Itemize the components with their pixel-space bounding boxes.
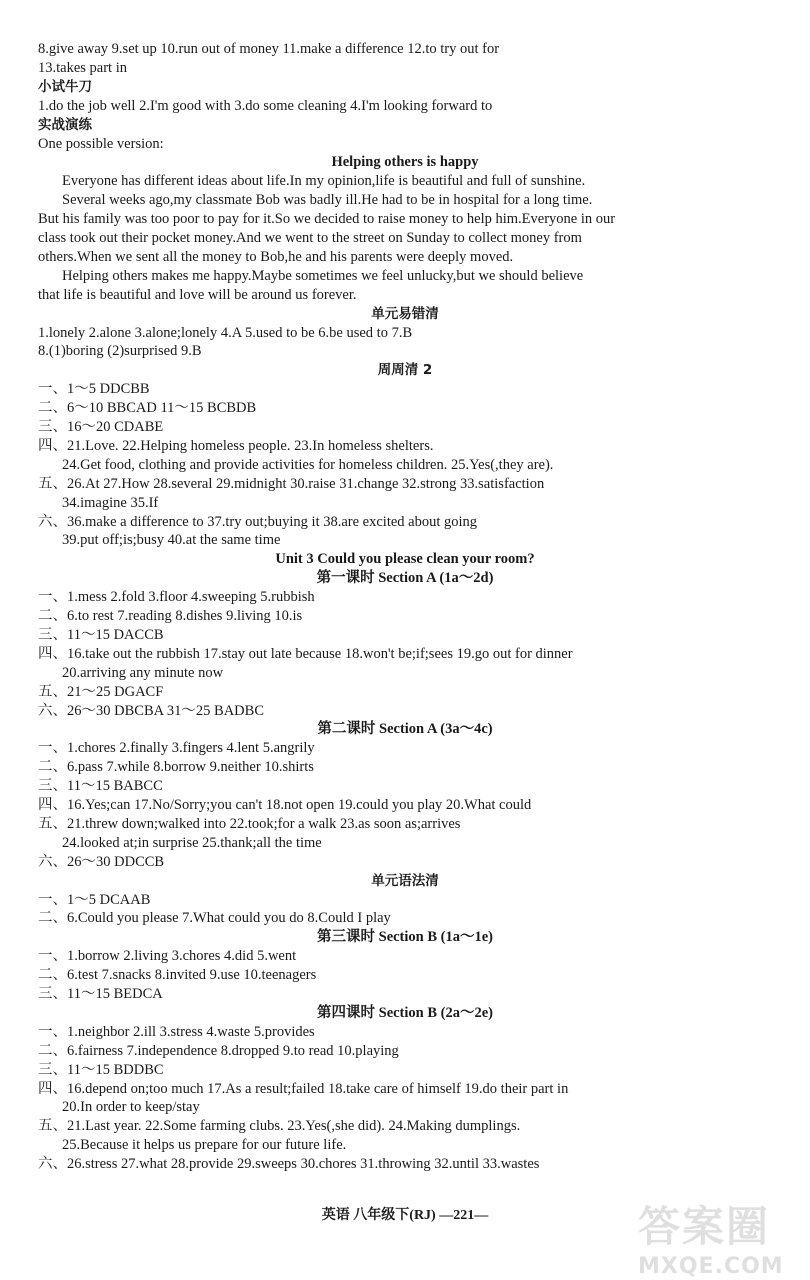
text-line: 小试牛刀 (38, 78, 92, 95)
text-line: 一、1～5 DDCBB (38, 381, 150, 398)
text-line: that life is beautiful and love will be around us forever. (38, 286, 357, 303)
text-line: 一、1.neighbor 2.ill 3.stress 4.waste 5.provides (38, 1023, 315, 1040)
text-line: 四、16.depend on;too much 17.As a result;failed 18.take care of himself 19.do their part in (38, 1080, 569, 1097)
text-line: 一、1.borrow 2.living 3.chores 4.did 5.went (38, 948, 297, 965)
text-line: 三、11～15 DACCB (38, 626, 164, 643)
watermark-text-cn: 答案圈 (638, 1202, 771, 1251)
text-line: 20.In order to keep/stay (62, 1099, 200, 1116)
text-line: 24.looked at;in surprise 25.thank;all the time (62, 834, 322, 851)
text-line: 一、1.mess 2.fold 3.floor 4.sweeping 5.rubbish (38, 589, 315, 606)
text-line: 六、26～30 DBCBA 31～25 BADBC (38, 702, 264, 719)
text-line: 六、26.stress 27.what 28.provide 29.sweeps 30.chores 31.throwing 32.until 33.wastes (38, 1156, 540, 1173)
text-line: 五、21.threw down;walked into 22.took;for a walk 23.as soon as;arrives (38, 815, 461, 832)
text-line: 39.put off;is;busy 40.at the same time (62, 532, 281, 549)
text-line: 三、16～20 CDABE (38, 419, 164, 435)
text-line: 三、11～15 BABCC (38, 778, 163, 795)
text-line: 二、6.fairness 7.independence 8.dropped 9.to read 10.playing (38, 1042, 399, 1059)
text-line: 13.takes part in (38, 59, 127, 76)
text-line: 一、1.chores 2.finally 3.fingers 4.lent 5.angrily (38, 740, 315, 757)
text-line: 二、6.pass 7.while 8.borrow 9.neither 10.shirts (38, 759, 314, 776)
watermark-logo (638, 1194, 788, 1279)
text-line: Helping others is happy (331, 154, 479, 171)
text-line: 四、16.take out the rubbish 17.stay out late because 18.won't be;if;sees 19.go out for dinner (38, 645, 573, 662)
text-line: 五、21～25 DGACF (38, 683, 164, 700)
text-line: 8.give away 9.set up 10.run out of money 11.make a difference 12.to try out for (38, 41, 500, 57)
text-line: 单元易错清 (371, 305, 439, 322)
text-line: 25.Because it helps us prepare for our future life. (62, 1137, 347, 1154)
text-line: Helping others makes me happy.Maybe sometimes we feel unlucky,but we should believe (62, 267, 584, 284)
text-line: 三、11～15 BEDCA (38, 986, 163, 1002)
page-footer: 英语 八年级下(RJ) —221— (321, 1208, 489, 1223)
text-line: 三、11～15 BDDBC (38, 1061, 164, 1078)
text-line: Several weeks ago,my classmate Bob was badly ill.He had to be in hospital for a long time. (62, 192, 593, 209)
text-line: 单元语法清 (371, 872, 439, 889)
text-line: 第二课时 Section A (3a～4c) (317, 721, 493, 738)
text-line: 1.lonely 2.alone 3.alone;lonely 4.A 5.used to be 6.be used to 7.B (38, 324, 413, 341)
text-line: 实战演练 (38, 116, 92, 133)
text-line: class took out their pocket money.And we went to the street on Sunday to collect money from (38, 230, 582, 246)
text-line: 六、26～30 DDCCB (38, 853, 165, 870)
text-line: One possible version: (38, 135, 164, 152)
text-line: Unit 3 Could you please clean your room? (275, 551, 535, 568)
text-line: 第三课时 Section B (1a～1e) (317, 929, 493, 946)
text-line: Everyone has different ideas about life.In my opinion,life is beautiful and full of sunshine. (62, 173, 586, 190)
watermark-text-url: MXQE.COM (638, 1254, 784, 1279)
text-line: 20.arriving any minute now (62, 664, 224, 681)
text-line: 四、16.Yes;can 17.No/Sorry;you can't 18.not open 19.could you play 20.What could (38, 797, 532, 813)
text-line: 24.Get food, clothing and provide activities for homeless children. 25.Yes(,they are). (62, 456, 554, 473)
text-line: 34.imagine 35.If (62, 494, 159, 511)
text-line: 五、21.Last year. 22.Some farming clubs. 23.Yes(,she did). 24.Making dumplings. (38, 1118, 521, 1135)
text-line: But his family was too poor to pay for it.So we decided to raise money to help him.Everyone in our (38, 211, 616, 228)
text-line: 二、6～10 BBCAD 11～15 BCBDB (38, 400, 257, 417)
text-line: 一、1～5 DCAAB (38, 891, 151, 908)
text-line: 六、36.make a difference to 37.try out;buying it 38.are excited about going (38, 513, 478, 530)
text-line: 1.do the job well 2.I'm good with 3.do some cleaning 4.I'm looking forward to (38, 97, 493, 114)
text-line: 二、6.to rest 7.reading 8.dishes 9.living 10.is (38, 608, 303, 624)
text-line: 二、6.Could you please 7.What could you do 8.Could I play (38, 910, 391, 927)
text-line: 五、26.At 27.How 28.several 29.midnight 30.raise 31.change 32.strong 33.satisfaction (38, 475, 545, 492)
text-line: others.When we sent all the money to Bob,he and his parents were deeply moved. (38, 248, 514, 265)
text-line: 周周清 2 (377, 362, 433, 379)
text-line: 第四课时 Section B (2a～2e) (317, 1004, 493, 1021)
text-line: 第一课时 Section A (1a～2d) (316, 570, 494, 587)
text-line: 二、6.test 7.snacks 8.invited 9.use 10.teenagers (38, 967, 317, 984)
text-line: 四、21.Love. 22.Helping homeless people. 23.In homeless shelters. (38, 437, 434, 454)
text-line: 8.(1)boring (2)surprised 9.B (38, 343, 202, 360)
